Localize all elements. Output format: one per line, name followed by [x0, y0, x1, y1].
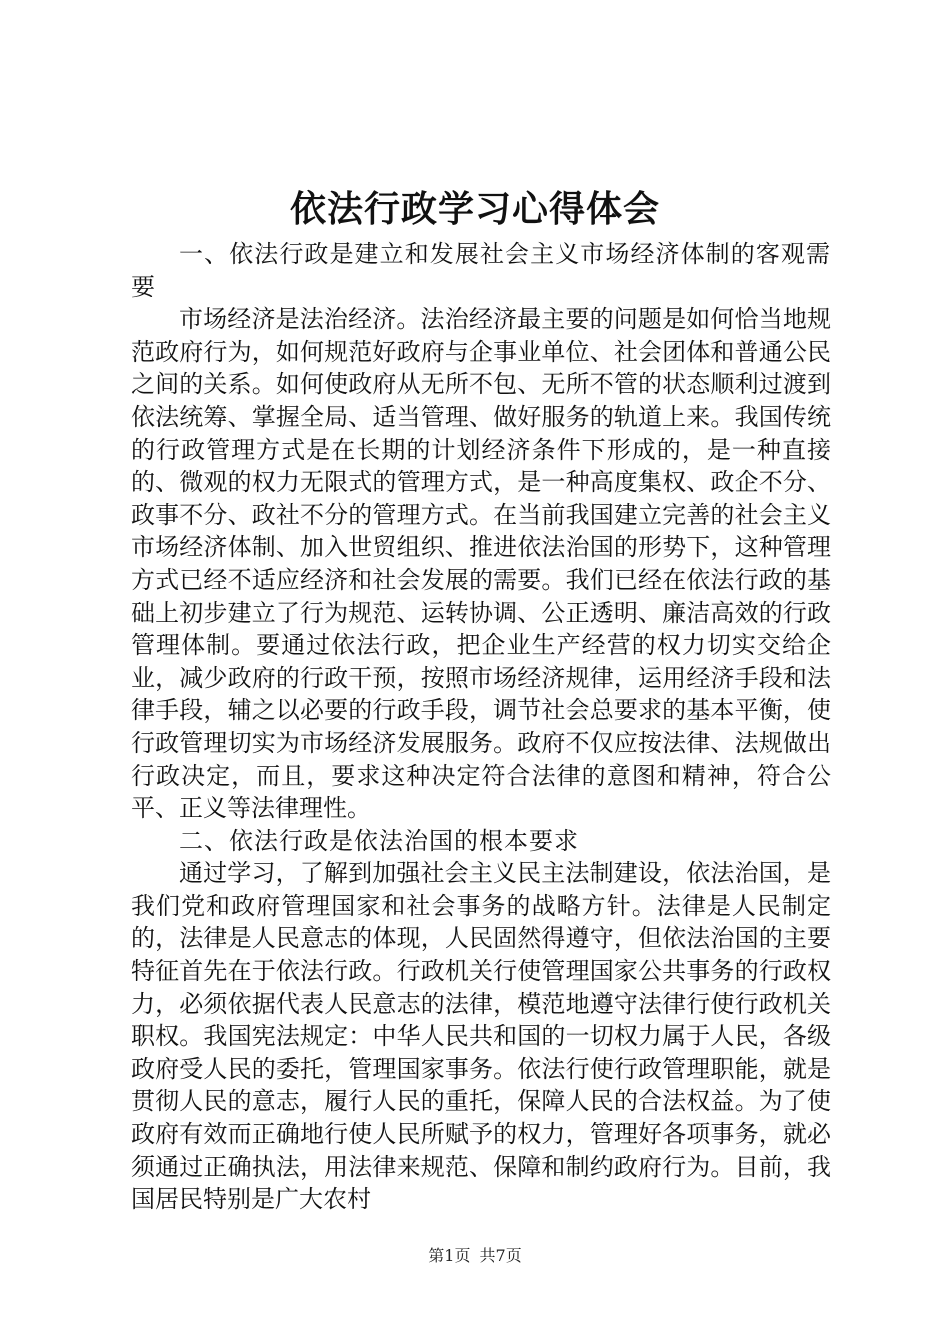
document-body [131, 238, 831, 1216]
page-total: 共7页 [479, 1246, 522, 1265]
section-heading-1: 一、依法行政是建立和发展社会主义市场经济体制的客观需要 [131, 240, 831, 301]
page-number: 第1页 [428, 1246, 471, 1265]
body-paragraph-2: 通过学习，了解到加强社会主义民主法制建设，依法治国，是我们党和政府管理国家和社会事务的战略方针。法律是人民制定的，法律是人民意志的体现，人民固然得遵守，但依法治国的主要特征首先在于依法行政。行政机关行使管理国家公共事务的行政权力，必须依据代表人民意志的法律，模范地遵守法律行使行政机关职权。我国宪法规定：中华人民共和国的一切权力属于人民，各级政府受人民的委托，管理国家事务。依法行使行政管理职能，就是贯彻人民的意志，履行人民的重托，保障人民的合法权益。为了使政府有效而正确地行使人民所赋予的权力，管理好各项事务，就必须通过正确执法，用法律来规范、保障和制约政府行为。目前，我国居民特别是广大农村 [131, 859, 831, 1214]
document-title: 依法行政学习心得体会 [289, 188, 660, 230]
page-footer [0, 1244, 950, 1268]
body-paragraph-1: 市场经济是法治经济。法治经济最主要的问题是如何恰当地规范政府行为，如何规范好政府与企事业单位、社会团体和普通公民之间的关系。如何使政府从无所不包、无所不管的状态顺利过渡到依法统筹、掌握全局、适当管理、做好服务的轨道上来。我国传统的行政管理方式是在长期的计划经济条件下形成的，是一种直接的、微观的权力无限式的管理方式，是一种高度集权、政企不分、政事不分、政社不分的管理方式。在当前我国建立完善的社会主义市场经济体制、加入世贸组织、推进依法治国的形势下，这种管理方式已经不适应经济和社会发展的需要。我们已经在依法行政的基础上初步建立了行为规范、运转协调、公正透明、廉洁高效的行政管理体制。要通过依法行政，把企业生产经营的权力切实交给企业，减少政府的行政干预，按照市场经济规律，运用经济手段和法律手段，辅之以必要的行政手段，调节社会总要求的基本平衡，使行政管理切实为市场经济发展服务。政府不仅应按法律、法规做出行政决定，而且，要求这种决定符合法律的意图和精神，符合公平、正义等法律理性。 [131, 305, 831, 823]
section-heading-2: 二、依法行政是依法治国的根本要求 [179, 826, 579, 855]
